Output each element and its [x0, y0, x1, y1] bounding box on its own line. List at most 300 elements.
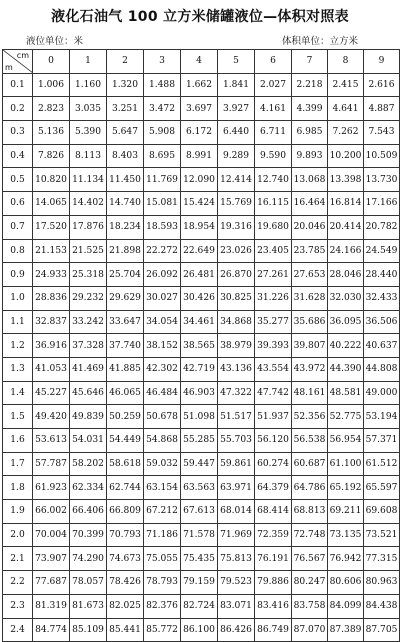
volume-cell: 57.371	[364, 429, 400, 453]
row-level: 1.3	[3, 357, 33, 381]
volume-cell: 79.523	[218, 571, 255, 595]
volume-cell: 3.035	[70, 97, 107, 121]
volume-cell: 67.212	[144, 500, 181, 524]
volume-cell: 15.081	[144, 192, 181, 216]
volume-cell: 78.426	[107, 571, 144, 595]
volume-cell: 61.923	[33, 476, 70, 500]
volume-cell: 23.785	[292, 239, 328, 263]
volume-cell: 48.581	[328, 381, 364, 405]
row-level: 0.7	[3, 215, 33, 239]
volume-cell: 38.979	[218, 334, 255, 358]
volume-cell: 84.099	[328, 594, 364, 618]
volume-cell: 54.031	[70, 429, 107, 453]
volume-cell: 2.823	[33, 97, 70, 121]
volume-cell: 39.807	[292, 334, 328, 358]
corner-row-label: m	[5, 62, 13, 72]
volume-cell: 52.356	[292, 405, 328, 429]
volume-cell: 34.461	[181, 310, 218, 334]
volume-cell: 38.565	[181, 334, 218, 358]
volume-cell: 17.876	[70, 215, 107, 239]
table-row	[3, 192, 400, 216]
table-row	[3, 73, 400, 97]
volume-cell: 75.055	[144, 547, 181, 571]
volume-cell: 70.793	[107, 523, 144, 547]
volume-cell: 4.161	[255, 97, 292, 121]
volume-cell: 46.484	[144, 381, 181, 405]
volume-cell: 24.549	[364, 239, 400, 263]
volume-cell: 84.774	[33, 618, 70, 642]
volume-cell: 54.449	[107, 429, 144, 453]
volume-cell: 25.704	[107, 263, 144, 287]
volume-cell: 46.903	[181, 381, 218, 405]
volume-cell: 23.405	[255, 239, 292, 263]
volume-cell: 79.159	[181, 571, 218, 595]
volume-cell: 49.839	[70, 405, 107, 429]
volume-cell: 11.450	[107, 168, 144, 192]
column-header: 7	[292, 50, 328, 74]
volume-cell: 2.616	[364, 73, 400, 97]
volume-cell: 81.673	[70, 594, 107, 618]
column-header: 6	[255, 50, 292, 74]
volume-cell: 78.793	[144, 571, 181, 595]
volume-cell: 22.649	[181, 239, 218, 263]
table-row	[3, 357, 400, 381]
row-level: 0.5	[3, 168, 33, 192]
table-row	[3, 618, 400, 642]
volume-cell: 77.315	[364, 547, 400, 571]
volume-cell: 50.678	[144, 405, 181, 429]
volume-cell: 85.441	[107, 618, 144, 642]
volume-cell: 21.153	[33, 239, 70, 263]
volume-cell: 5.390	[70, 121, 107, 145]
row-level: 1.6	[3, 429, 33, 453]
volume-cell: 12.740	[255, 168, 292, 192]
volume-cell: 77.687	[33, 571, 70, 595]
volume-cell: 59.861	[218, 452, 255, 476]
volume-cell: 19.316	[218, 215, 255, 239]
volume-cell: 47.742	[255, 381, 292, 405]
volume-cell: 80.247	[292, 571, 328, 595]
volume-cell: 81.319	[33, 594, 70, 618]
volume-cell: 2.027	[255, 73, 292, 97]
volume-cell: 86.749	[255, 618, 292, 642]
volume-cell: 50.259	[107, 405, 144, 429]
volume-cell: 41.469	[70, 357, 107, 381]
volume-cell: 25.318	[70, 263, 107, 287]
row-level: 0.4	[3, 144, 33, 168]
volume-cell: 43.136	[218, 357, 255, 381]
volume-cell: 36.916	[33, 334, 70, 358]
volume-cell: 87.070	[292, 618, 328, 642]
table-row	[3, 547, 400, 571]
volume-cell: 43.972	[292, 357, 328, 381]
column-header: 2	[107, 50, 144, 74]
volume-cell: 7.543	[364, 121, 400, 145]
page-title: 液化石油气 100 立方米储罐液位—体积对照表	[51, 9, 349, 25]
volume-cell: 45.227	[33, 381, 70, 405]
table-row	[3, 263, 400, 287]
volume-cell: 65.597	[364, 476, 400, 500]
volume-cell: 14.065	[33, 192, 70, 216]
volume-cell: 68.414	[255, 500, 292, 524]
volume-cell: 8.695	[144, 144, 181, 168]
volume-cell: 8.403	[107, 144, 144, 168]
level-volume-table	[2, 49, 400, 642]
volume-cell: 76.567	[292, 547, 328, 571]
volume-cell: 78.057	[70, 571, 107, 595]
volume-cell: 69.608	[364, 500, 400, 524]
volume-cell: 32.837	[33, 310, 70, 334]
volume-cell: 20.414	[328, 215, 364, 239]
row-level: 2.2	[3, 571, 33, 595]
volume-cell: 56.954	[328, 429, 364, 453]
volume-cell: 26.092	[144, 263, 181, 287]
table-row	[3, 381, 400, 405]
volume-cell: 30.027	[144, 286, 181, 310]
volume-cell: 47.322	[218, 381, 255, 405]
volume-cell: 10.509	[364, 144, 400, 168]
column-header: 4	[181, 50, 218, 74]
volume-cell: 58.202	[70, 452, 107, 476]
volume-cell: 66.002	[33, 500, 70, 524]
table-row	[3, 215, 400, 239]
volume-cell: 10.200	[328, 144, 364, 168]
volume-cell: 41.053	[33, 357, 70, 381]
volume-cell: 7.262	[328, 121, 364, 145]
volume-cell: 82.376	[144, 594, 181, 618]
column-header: 1	[70, 50, 107, 74]
volume-cell: 16.814	[328, 192, 364, 216]
volume-cell: 21.525	[70, 239, 107, 263]
volume-cell: 11.134	[70, 168, 107, 192]
volume-cell: 26.481	[181, 263, 218, 287]
volume-cell: 37.740	[107, 334, 144, 358]
volume-cell: 83.416	[255, 594, 292, 618]
volume-unit-label: 体积单位：立方米	[282, 36, 359, 47]
volume-cell: 6.711	[255, 121, 292, 145]
volume-cell: 51.098	[181, 405, 218, 429]
corner-cell	[3, 50, 33, 74]
volume-cell: 24.933	[33, 263, 70, 287]
volume-cell: 1.841	[218, 73, 255, 97]
volume-cell: 43.554	[255, 357, 292, 381]
volume-cell: 75.813	[218, 547, 255, 571]
table-row	[3, 476, 400, 500]
row-level: 2.3	[3, 594, 33, 618]
volume-cell: 53.194	[364, 405, 400, 429]
volume-cell: 66.809	[107, 500, 144, 524]
volume-cell: 51.937	[255, 405, 292, 429]
column-header: 3	[144, 50, 181, 74]
volume-cell: 83.758	[292, 594, 328, 618]
table-row	[3, 405, 400, 429]
volume-cell: 35.277	[255, 310, 292, 334]
row-level: 1.1	[3, 310, 33, 334]
volume-cell: 40.222	[328, 334, 364, 358]
volume-cell: 5.136	[33, 121, 70, 145]
volume-cell: 24.166	[328, 239, 364, 263]
volume-cell: 4.887	[364, 97, 400, 121]
volume-cell: 63.563	[181, 476, 218, 500]
volume-cell: 76.942	[328, 547, 364, 571]
table-row	[3, 286, 400, 310]
row-level: 1.0	[3, 286, 33, 310]
volume-cell: 62.334	[70, 476, 107, 500]
volume-cell: 71.969	[218, 523, 255, 547]
volume-cell: 40.637	[364, 334, 400, 358]
volume-cell: 2.218	[292, 73, 328, 97]
volume-cell: 42.719	[181, 357, 218, 381]
volume-cell: 73.135	[328, 523, 364, 547]
volume-cell: 34.868	[218, 310, 255, 334]
volume-cell: 6.440	[218, 121, 255, 145]
volume-cell: 38.152	[144, 334, 181, 358]
volume-cell: 57.787	[33, 452, 70, 476]
volume-cell: 29.232	[70, 286, 107, 310]
volume-cell: 10.820	[33, 168, 70, 192]
volume-cell: 71.578	[181, 523, 218, 547]
volume-cell: 32.433	[364, 286, 400, 310]
table-row	[3, 500, 400, 524]
volume-cell: 87.389	[328, 618, 364, 642]
table-row	[3, 571, 400, 595]
volume-cell: 4.641	[328, 97, 364, 121]
volume-cell: 6.985	[292, 121, 328, 145]
volume-cell: 72.748	[292, 523, 328, 547]
volume-cell: 63.971	[218, 476, 255, 500]
volume-cell: 37.328	[70, 334, 107, 358]
volume-cell: 60.274	[255, 452, 292, 476]
volume-cell: 13.398	[328, 168, 364, 192]
volume-cell: 45.646	[70, 381, 107, 405]
volume-cell: 61.100	[328, 452, 364, 476]
volume-cell: 18.954	[181, 215, 218, 239]
table-body	[3, 73, 400, 642]
table-row	[3, 168, 400, 192]
row-level: 1.8	[3, 476, 33, 500]
volume-cell: 56.120	[255, 429, 292, 453]
volume-cell: 70.399	[70, 523, 107, 547]
volume-cell: 15.424	[181, 192, 218, 216]
column-header: 0	[33, 50, 70, 74]
volume-cell: 3.472	[144, 97, 181, 121]
volume-cell: 67.613	[181, 500, 218, 524]
volume-cell: 16.464	[292, 192, 328, 216]
volume-cell: 59.032	[144, 452, 181, 476]
volume-cell: 31.628	[292, 286, 328, 310]
volume-cell: 9.289	[218, 144, 255, 168]
volume-cell: 32.030	[328, 286, 364, 310]
volume-cell: 17.166	[364, 192, 400, 216]
volume-cell: 71.186	[144, 523, 181, 547]
row-level: 0.1	[3, 73, 33, 97]
volume-cell: 5.647	[107, 121, 144, 145]
row-level: 0.6	[3, 192, 33, 216]
volume-cell: 33.242	[70, 310, 107, 334]
volume-cell: 33.647	[107, 310, 144, 334]
header-row	[3, 50, 400, 74]
volume-cell: 12.414	[218, 168, 255, 192]
volume-cell: 12.090	[181, 168, 218, 192]
row-level: 0.9	[3, 263, 33, 287]
row-level: 2.0	[3, 523, 33, 547]
volume-cell: 55.703	[218, 429, 255, 453]
volume-cell: 30.426	[181, 286, 218, 310]
volume-cell: 60.687	[292, 452, 328, 476]
table-row	[3, 310, 400, 334]
volume-cell: 9.590	[255, 144, 292, 168]
volume-cell: 63.154	[144, 476, 181, 500]
volume-cell: 51.517	[218, 405, 255, 429]
volume-cell: 49.420	[33, 405, 70, 429]
volume-cell: 41.885	[107, 357, 144, 381]
volume-cell: 86.100	[181, 618, 218, 642]
volume-cell: 3.927	[218, 97, 255, 121]
volume-cell: 28.836	[33, 286, 70, 310]
row-level: 0.2	[3, 97, 33, 121]
volume-cell: 23.026	[218, 239, 255, 263]
volume-cell: 44.808	[364, 357, 400, 381]
volume-cell: 74.290	[70, 547, 107, 571]
volume-cell: 28.440	[364, 263, 400, 287]
row-level: 1.2	[3, 334, 33, 358]
volume-cell: 1.160	[70, 73, 107, 97]
volume-cell: 6.172	[181, 121, 218, 145]
volume-cell: 46.065	[107, 381, 144, 405]
volume-cell: 18.234	[107, 215, 144, 239]
row-level: 1.5	[3, 405, 33, 429]
volume-cell: 31.226	[255, 286, 292, 310]
volume-cell: 80.963	[364, 571, 400, 595]
volume-cell: 13.068	[292, 168, 328, 192]
volume-cell: 58.618	[107, 452, 144, 476]
column-header: 8	[328, 50, 364, 74]
table-row	[3, 452, 400, 476]
volume-cell: 75.435	[181, 547, 218, 571]
volume-cell: 14.740	[107, 192, 144, 216]
volume-cell: 65.192	[328, 476, 364, 500]
volume-cell: 4.399	[292, 97, 328, 121]
volume-cell: 8.991	[181, 144, 218, 168]
volume-cell: 3.251	[107, 97, 144, 121]
table-row	[3, 334, 400, 358]
volume-cell: 59.447	[181, 452, 218, 476]
volume-cell: 84.438	[364, 594, 400, 618]
row-level: 2.1	[3, 547, 33, 571]
volume-cell: 18.593	[144, 215, 181, 239]
volume-cell: 39.393	[255, 334, 292, 358]
volume-cell: 79.886	[255, 571, 292, 595]
volume-cell: 15.769	[218, 192, 255, 216]
volume-cell: 73.521	[364, 523, 400, 547]
row-level: 1.4	[3, 381, 33, 405]
volume-cell: 49.000	[364, 381, 400, 405]
volume-cell: 82.025	[107, 594, 144, 618]
row-level: 1.9	[3, 500, 33, 524]
volume-cell: 26.870	[218, 263, 255, 287]
volume-cell: 3.697	[181, 97, 218, 121]
volume-cell: 30.825	[218, 286, 255, 310]
table-row	[3, 523, 400, 547]
row-level: 0.8	[3, 239, 33, 263]
table-row	[3, 121, 400, 145]
volume-cell: 36.506	[364, 310, 400, 334]
volume-cell: 20.046	[292, 215, 328, 239]
volume-cell: 56.538	[292, 429, 328, 453]
row-level: 0.3	[3, 121, 33, 145]
volume-cell: 1.006	[33, 73, 70, 97]
volume-cell: 35.686	[292, 310, 328, 334]
volume-cell: 64.786	[292, 476, 328, 500]
volume-cell: 2.415	[328, 73, 364, 97]
volume-cell: 27.653	[292, 263, 328, 287]
volume-cell: 17.520	[33, 215, 70, 239]
volume-cell: 82.724	[181, 594, 218, 618]
volume-cell: 73.907	[33, 547, 70, 571]
volume-cell: 44.390	[328, 357, 364, 381]
volume-cell: 83.071	[218, 594, 255, 618]
volume-cell: 64.379	[255, 476, 292, 500]
column-header: 9	[364, 50, 400, 74]
volume-cell: 13.730	[364, 168, 400, 192]
volume-cell: 68.014	[218, 500, 255, 524]
table-row	[3, 594, 400, 618]
volume-cell: 54.868	[144, 429, 181, 453]
volume-cell: 87.705	[364, 618, 400, 642]
table-row	[3, 239, 400, 263]
volume-cell: 66.406	[70, 500, 107, 524]
volume-cell: 19.680	[255, 215, 292, 239]
volume-cell: 70.004	[33, 523, 70, 547]
volume-cell: 29.629	[107, 286, 144, 310]
volume-cell: 36.095	[328, 310, 364, 334]
volume-cell: 52.775	[328, 405, 364, 429]
table-row	[3, 144, 400, 168]
volume-cell: 85.109	[70, 618, 107, 642]
volume-cell: 53.613	[33, 429, 70, 453]
column-header: 5	[218, 50, 255, 74]
table-row	[3, 429, 400, 453]
volume-cell: 86.426	[218, 618, 255, 642]
volume-cell: 68.813	[292, 500, 328, 524]
corner-col-label: cm	[16, 51, 29, 60]
row-level: 1.7	[3, 452, 33, 476]
row-level: 2.4	[3, 618, 33, 642]
volume-cell: 11.769	[144, 168, 181, 192]
volume-cell: 1.488	[144, 73, 181, 97]
volume-cell: 69.211	[328, 500, 364, 524]
volume-cell: 61.512	[364, 452, 400, 476]
volume-cell: 55.285	[181, 429, 218, 453]
volume-cell: 5.908	[144, 121, 181, 145]
volume-cell: 28.046	[328, 263, 364, 287]
volume-cell: 42.302	[144, 357, 181, 381]
volume-cell: 14.402	[70, 192, 107, 216]
volume-cell: 27.261	[255, 263, 292, 287]
level-unit-label: 液位单位：米	[26, 36, 84, 47]
volume-cell: 72.359	[255, 523, 292, 547]
volume-cell: 34.054	[144, 310, 181, 334]
volume-cell: 7.826	[33, 144, 70, 168]
volume-cell: 22.272	[144, 239, 181, 263]
volume-cell: 20.782	[364, 215, 400, 239]
volume-cell: 9.893	[292, 144, 328, 168]
volume-cell: 80.606	[328, 571, 364, 595]
volume-cell: 48.161	[292, 381, 328, 405]
table-row	[3, 97, 400, 121]
volume-cell: 76.191	[255, 547, 292, 571]
volume-cell: 1.662	[181, 73, 218, 97]
